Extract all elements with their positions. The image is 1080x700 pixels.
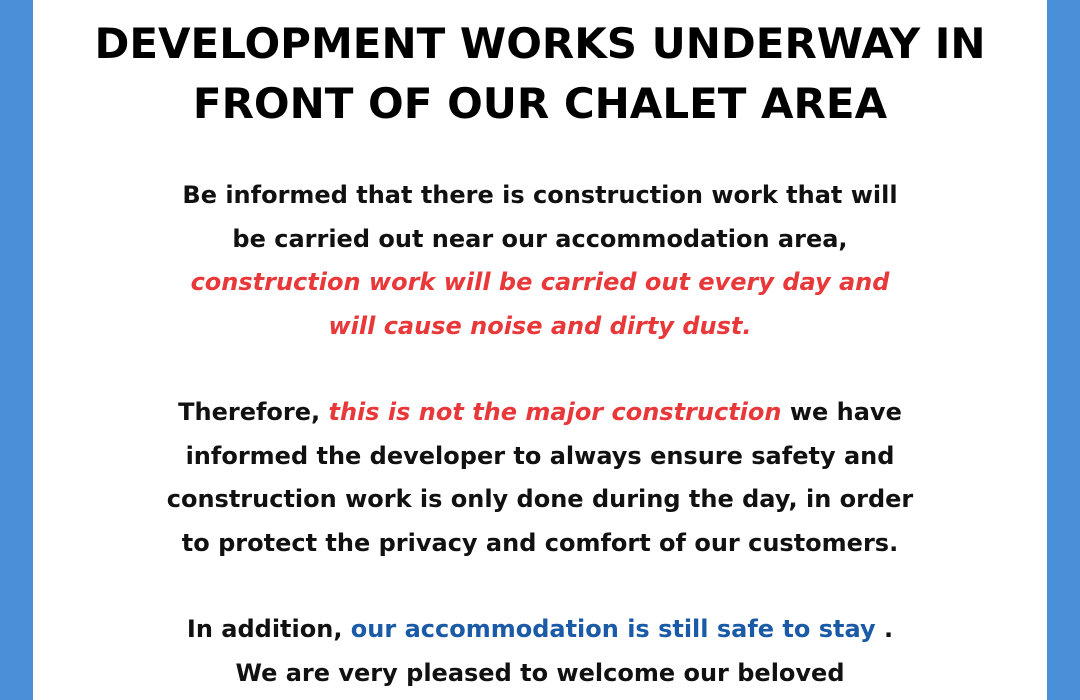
notice-content [33, 0, 1047, 700]
paragraph1-warning-line-1: construction work will be carried out every day and [190, 268, 890, 296]
paragraph2-line-1 [33, 391, 1047, 435]
paragraph-safety-info [33, 608, 1047, 695]
paragraph1-warning-line-2: will cause noise and dirty dust. [328, 311, 752, 340]
paragraph-developer-info [33, 391, 1047, 565]
right-blue-border [1047, 0, 1080, 700]
left-blue-border [0, 0, 33, 700]
paragraph2-highlight: this is not the major construction [328, 398, 782, 426]
paragraph-construction-info [33, 174, 1047, 348]
paragraph2-line-3: construction work is only done during the day, in order [166, 485, 914, 513]
paragraph3-line-1 [33, 608, 1047, 652]
title-line-1: DEVELOPMENT WORKS UNDERWAY IN [94, 19, 986, 68]
paragraph3-lead: In addition, [186, 615, 343, 643]
paragraph3-line-2: We are very pleased to welcome our beloved [235, 658, 845, 687]
title-line-2: FRONT OF OUR CHALET AREA [192, 79, 888, 128]
notice-title [33, 0, 1047, 134]
paragraph2-line-2: informed the developer to always ensure safety and [185, 441, 895, 470]
paragraph1-line-1: Be informed that there is construction work that will [182, 181, 898, 209]
paragraph2-after-highlight: we have [789, 398, 902, 426]
paragraph2-lead: Therefore, [178, 398, 321, 426]
paragraph1-line-2: be carried out near our accommodation area, [232, 224, 848, 253]
paragraph2-line-4: to protect the privacy and comfort of our customers. [181, 528, 899, 557]
paragraph3-after-highlight: . [883, 615, 894, 643]
paragraph3-highlight: our accommodation is still safe to stay [350, 615, 876, 643]
